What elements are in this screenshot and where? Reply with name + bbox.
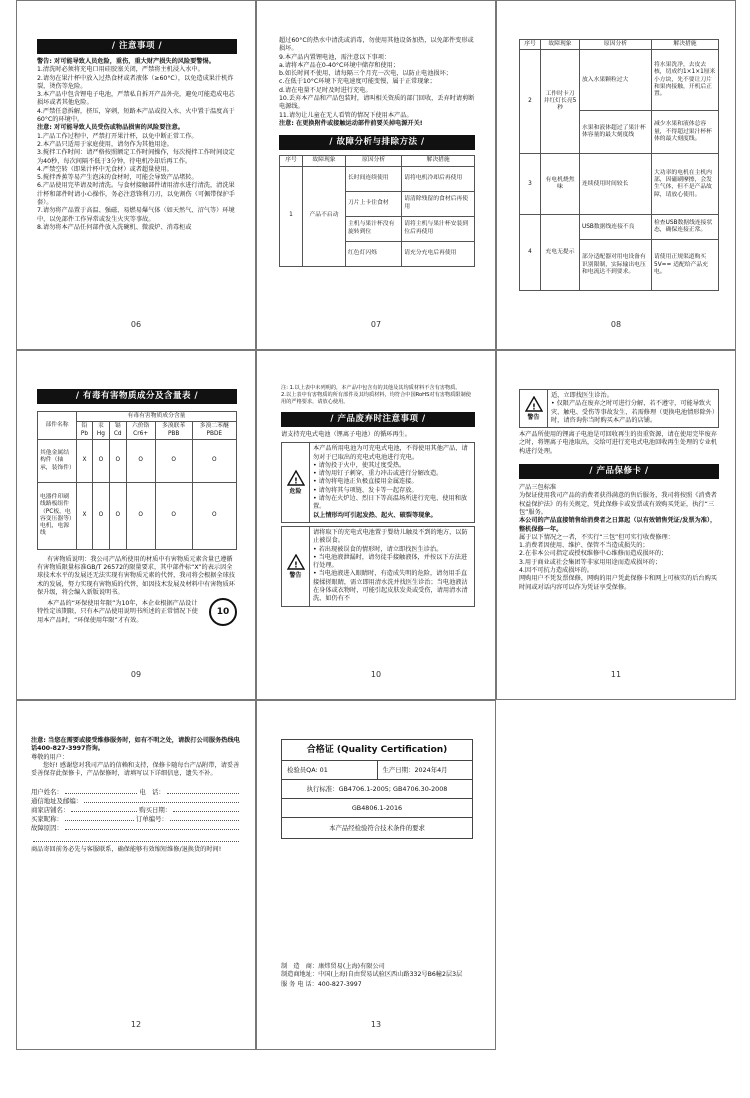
fix-cell: 减少水果和液体总容量，不得超过果汁杯杯体的最大刻度线。 xyxy=(652,111,719,154)
return-notice: 商品寄回前务必先与客服联系，确保能够有效缩短维修/退换货的时间! xyxy=(31,846,222,854)
manufacturer: 制 造 商：康炜贸易(上海)有限公司 xyxy=(281,963,385,970)
danger-summary: 以上情形均可引起发热、起火、破裂等现象。 xyxy=(313,511,437,519)
table-row xyxy=(520,154,719,215)
cause-cell: 主机与果汁杯没有旋转到位 xyxy=(346,216,402,241)
symptom-cell: 工作时卡刀并红灯长亮5秒 xyxy=(541,50,580,154)
symptom-cell: 产品不启动 xyxy=(303,166,346,266)
column-header: 序号 xyxy=(520,40,541,50)
value-cell: O xyxy=(192,482,236,549)
warning-triangle-icon xyxy=(287,470,305,486)
executive-standard: 执行标准：GB4706.1-2005; GB4706.30-2008 xyxy=(282,780,472,799)
value-cell: O xyxy=(126,482,155,549)
page-13 xyxy=(256,700,496,1050)
shop-name-field[interactable] xyxy=(71,806,137,812)
column-header: 解决措施 xyxy=(402,156,475,166)
buyer-nickname-field[interactable] xyxy=(65,815,134,821)
table-header-row xyxy=(520,40,719,50)
table-row xyxy=(38,439,237,482)
fix-cell: 检查USB数据线连接状态，确保连接正常。 xyxy=(652,215,719,240)
column-header: 多溴联苯 PBB xyxy=(155,422,192,440)
value-cell: O xyxy=(192,439,236,482)
column-header: 六价铬 Cr6+ xyxy=(126,422,155,440)
column-header: 解决措施 xyxy=(652,40,719,50)
table-header-row xyxy=(38,412,237,422)
part-name-cell: 电器件印刷线路板组件（PC板，电容变压器等）电机，电源线 xyxy=(38,482,77,549)
troubleshooting-table-continued xyxy=(519,39,719,291)
cause-cell: 部分适配器对用电设备有识别限制，实际输出电压和电流达不到要求。 xyxy=(580,240,652,291)
fix-cell: 将水果洗净，去皮去核，切成约1×1×1厘米小方块，先不要让刀片和果肉接触，开机后正置。 xyxy=(652,50,719,111)
production-date: 生产日期：2024年4月 xyxy=(382,766,448,774)
column-header: 原因分析 xyxy=(580,40,652,50)
table-row xyxy=(280,166,475,191)
super-header: 有毒有害物质成分含量 xyxy=(77,412,237,422)
warning-label: 警告 xyxy=(289,571,302,579)
svg-text:!: ! xyxy=(293,476,298,486)
manufacturer-address: 制造商地址：中国(上海)自由贸易试验区西山路332号B6幢2层3层 xyxy=(281,971,463,979)
column-header: 铅 Pb xyxy=(77,422,93,440)
svg-text:!: ! xyxy=(531,402,536,412)
warranty-standard: 产品三包标准 为保证使用我司产品的消费者获得满意的售后服务，我司将按照《消费者权益保护法》的有关规定，凭此保修卡或发票或有效购买凭证，执行“三包”服务。 xyxy=(519,484,717,516)
page-11-title: / 产品保修卡 / xyxy=(519,464,719,479)
table-row xyxy=(38,482,237,549)
order-number-label: 订单编号： xyxy=(136,815,168,824)
page-07 xyxy=(256,0,496,350)
warning-triangle-icon xyxy=(287,554,305,570)
row-number: 1 xyxy=(280,166,303,266)
shop-name-label: 商家店铺名： xyxy=(31,806,70,815)
page-number: 10 xyxy=(370,670,382,679)
certificate-row xyxy=(282,761,472,780)
warranty-exclusions: 属于以下情况之一者，不实行“三包”但可实行收费修理： 1.消费者因使用、维护、保管不当造成损失的； 2.在非本公司指定或授权维修中心维修而造成损坏的； 3.用于商业或社会集团等非家用用途而造成损坏的； 4.因不可抗力造成损坏的。 网购用户不凭发票保修，网购的用户凭此保修卡和网上可核实的后台购买时间或对话内容可以作为凭证享受保修。 xyxy=(519,533,717,591)
fault-reason-extra-line[interactable] xyxy=(33,833,239,842)
danger-box xyxy=(281,442,475,523)
danger-label-cell xyxy=(282,443,310,522)
column-header: 故障现象 xyxy=(541,40,580,50)
warranty-period: 本公司的产品直接销售给消费者之日算起（以有效销售凭证/发票为准），整机保修一年。 xyxy=(519,517,717,533)
fix-cell: 请清除残留的食材后再使用 xyxy=(402,191,475,216)
row-number: 2 xyxy=(520,50,541,154)
page-06-title: / 注意事项 / xyxy=(37,39,237,54)
warning-text-continued: 适，立即找医生诊治。 • 仅限产品在废弃之时可进行分解，若不遵守，可能导致火灾、触电、受伤等事故发生，若需修理（更换电池情形除外）时，请咨询你当时购买本产品的店铺。 xyxy=(551,392,715,424)
troubleshooting-table xyxy=(279,155,475,266)
eco-period-value: 10 xyxy=(216,607,230,618)
table-row xyxy=(520,215,719,240)
cause-cell: 长时间连续使用 xyxy=(346,166,402,191)
inspection-passed: 本产品经检验符合技术条件的要求 xyxy=(329,824,425,832)
value-cell: X xyxy=(77,439,93,482)
purchase-date-field[interactable] xyxy=(173,806,239,812)
warning-heading: 警告: 对可能导致人员危险，重伤，重大财产损失的风险要警惕。 xyxy=(37,58,215,65)
order-number-field[interactable] xyxy=(170,815,239,821)
phone-label: 电 话： xyxy=(139,788,165,797)
page-09 xyxy=(16,350,256,700)
table-row xyxy=(520,50,719,111)
form-row xyxy=(31,824,241,833)
symptom-cell: 有电机烧焦味 xyxy=(541,154,580,215)
warning-body: 1.清洗时必须将充电口用硅胶塞关闭，严禁将主机浸入水中。 2.请勿在果汁杯中放入过热食材或者液体（≥60°C），以免造成果汁机炸裂，烫伤等危险。 3.本产品中包含锂电子电池，严禁私自拆开产品外壳，避免可能造成电芯损坏或者其他危险。 4.严禁任意拆解，挤压，穿刺，短路本产品或投入水、火中置于温度高于60°C的环境中。 xyxy=(37,66,235,124)
warning-label: 警告 xyxy=(527,414,540,422)
warning-box xyxy=(519,389,719,428)
column-header: 多溴二苯醚 PBDE xyxy=(192,422,236,440)
value-cell: O xyxy=(109,482,126,549)
warning-box xyxy=(281,526,475,607)
page-10-title: / 产品废弃时注意事项 / xyxy=(281,412,475,427)
svg-text:!: ! xyxy=(293,560,298,570)
row-number: 3 xyxy=(520,154,541,215)
user-name-label: 用户姓名： xyxy=(31,788,63,797)
page-number: 08 xyxy=(610,320,622,329)
danger-label: 危险 xyxy=(289,488,302,496)
warning-label-cell xyxy=(520,390,548,427)
page-07-title: / 故障分析与排除方法 / xyxy=(279,135,475,150)
address-field[interactable] xyxy=(84,797,239,803)
page-number: 13 xyxy=(370,1020,382,1029)
page-number: 06 xyxy=(130,320,142,329)
power-off-note: 注意: 在更换附件或接触运动部件前要关掉电源开关! xyxy=(279,119,423,127)
fix-cell: 请使用正规渠道购买5V== 适配给产品充电。 xyxy=(652,240,719,291)
fix-cell: 请将主机与果汁杯安装到位后再使用 xyxy=(402,216,475,241)
food-contact-standard: GB4806.1-2016 xyxy=(282,799,472,818)
qa-inspector: 检验员QA: 01 xyxy=(282,761,378,779)
value-cell: O xyxy=(155,482,192,549)
buyer-nickname-label: 买家昵称： xyxy=(31,815,63,824)
value-cell: O xyxy=(92,439,109,482)
value-cell: O xyxy=(126,439,155,482)
caution-body: 1.产品工作过程中，严禁打开果汁杯，以免中断正常工作。 2.本产品只适用于家庭使用，请勿作为其他用途。 3.搅拌工作时间：请严格按照额定工作时间操作，每次搅拌工作时间设定为40秒，每次间隔不低于3分钟，待电机冷却后再工作。 4.严禁空转（即果汁杯中无食材）或者超量使用。 5.搅拌香蕉等易产生泡沫的食材时，可能会导致产品堵转。 6.产品使用完毕请及时清洗。与食材接触部件请用清水进行清洗，清洗果汁杯和部件时请小心操作，务必注意锋利刀刃，以免割伤（可佩带保护手套）。 7.请勿将产品置于高温、强磁、易燃易爆气体（如天然气、沼气等）环境中，以免部件工作异常或发生火灾等事故。 8.请勿将本产品任何部件放入洗碗机、微波炉、消毒柜或 xyxy=(37,132,235,231)
cause-cell: 刀片上卡住食材 xyxy=(346,191,402,216)
value-cell: X xyxy=(77,482,93,549)
purchase-date-label: 购买日期： xyxy=(139,806,172,815)
address-label: 通信地址及邮编： xyxy=(31,797,83,806)
fault-reason-label: 故障原因： xyxy=(31,824,63,833)
row-number: 4 xyxy=(520,215,541,291)
warning-label-cell xyxy=(282,527,310,606)
page-number: 07 xyxy=(370,320,382,329)
fix-cell: 请充分充电后再使用 xyxy=(402,241,475,266)
cause-cell: 连续使用时间较长 xyxy=(580,154,652,215)
page-10 xyxy=(256,350,496,700)
column-header: 部件名称 xyxy=(38,412,77,440)
warning-text: 请将取下的充电式电池置于婴幼儿触及不到的地方，以防止被误食。 • 若出现被误食的情形时，请立即找医生诊治。 • 当电池液泄漏时，请勿徒手接触液体，并按以下方法进行处理。 • 当电池液进入眼睛时，有造成失明的危险，请勿用手直接揉搓眼睛，需立即用清水洗并找医生诊治；当电池液沾在身体或衣物时，可能引起皮肤发炎或受伤，请用清水清洗，如仍有不 xyxy=(313,528,468,603)
hazardous-substance-table xyxy=(37,411,237,550)
recycling-intro: 请支持充电式电池（锂离子电池）的循环再生。 xyxy=(281,431,411,438)
column-header: 故障现象 xyxy=(303,156,346,166)
page-12 xyxy=(16,700,256,1050)
column-header: 序号 xyxy=(280,156,303,166)
certificate-title: 合格证 (Quality Certification) xyxy=(282,740,472,761)
fix-cell: 大功率的电机在主机内部，因磁刷摩擦，会发生气体，但不是产品故障，请放心使用。 xyxy=(652,154,719,215)
cause-cell: 放入水果颗粒过大 xyxy=(580,50,652,111)
substance-note: 有害物质说明：我公司产品所使用的材质中有害物质元素含量已遵循有害物质限量标准GB/T 26572的限量要求，其中部件标“X”的表示因全球技术水平的发展还无法实现有害物质元素的代替，我司将会根据全球技术的发展，努力实现有害物质的代替，如因技术发展及材料中有害物质环保升级，将会编入新版说明书。 xyxy=(37,555,235,597)
page-06 xyxy=(16,0,256,350)
page-number: 11 xyxy=(610,670,622,679)
symptom-cell: 充电无提示 xyxy=(541,215,580,291)
cause-cell: USB数据线连接不良 xyxy=(580,215,652,240)
battery-recycling-text: 本产品所使用的锂离子电池是可回收再生的贵重资源，请在使用完毕废弃之时，将锂离子电池取出，交给可进行充电式电池回收再生处理的专业机构进行处理。 xyxy=(519,431,717,455)
service-phone: 服 务 电 话：400-827-3997 xyxy=(281,980,362,988)
page-09-title: / 有毒有害物质成分及含量表 / xyxy=(37,389,237,404)
danger-text: 本产品所用电池为可充电式电池，不得使用其他产品，请勿对于已取出的充电式电池进行充电。 • 请勿投于火中，使其过度受热。 • 请勿用钉子刺穿，重力冲击或进行分解改造。 • 请勿将电池正负极直接用金属连接。 • 请勿将其与项链、发卡等一起存放。 • 请勿在火炉边、烈日下等高温场所进行充电、使用和放置。 xyxy=(313,445,468,511)
caution-body-continued: 超过60°C的热水中清洗或消毒，勿使用其他设备加热，以免部件变形或损坏。 9.本产品内置锂电池，需注意以下事项： a.请将本产品在0-40°C环境中储存和使用； b.如长时间不使用，请每隔三个月充一次电，以防止电池损坏； c.在低于10°C环境下充电速度可能变慢，属于正常现象； d.请在电量不足时及时进行充电。 10.丢弃本产品和产品包装时，请叫相关资质的部门回收，丢弃时请剪断电源线。 11.请勿让儿童在无人看管的情况下使用本产品。 xyxy=(279,37,475,119)
page-number: 09 xyxy=(130,670,142,679)
column-header: 镉 Cd xyxy=(109,422,126,440)
table-header-row xyxy=(280,156,475,166)
value-cell: O xyxy=(155,439,192,482)
eco-period-note: 本产品的“环保使用年限”为10年，本企业根据产品设计特性定该期限，只有本产品使用说明书所述的正常情况下使用本产品时，“环保使用年限”才有效。 xyxy=(37,599,198,624)
page-08 xyxy=(496,0,736,350)
page-11 xyxy=(496,350,736,700)
fix-cell: 请将电机冷却后再使用 xyxy=(402,166,475,191)
column-header: 汞 Hg xyxy=(92,422,109,440)
value-cell: O xyxy=(109,439,126,482)
cause-cell: 水果和液体超过了果汁杯体容量的最大刻度线 xyxy=(580,111,652,154)
warning-triangle-icon xyxy=(525,396,543,412)
service-hotline-note: 注意: 当您在需要或接受维修服务时，如有不明之处，请拨打公司服务热线电话400-827-3997咨询。 xyxy=(31,737,240,753)
caution-heading: 注意: 对可能导致人员受伤或物品损害的风险要注意。 xyxy=(37,124,184,132)
part-name-cell: 其他金属结构件（轴承，装饰件） xyxy=(38,439,77,482)
eco-period-10-icon xyxy=(209,598,237,626)
page-number: 12 xyxy=(130,1020,142,1029)
manual-page-grid xyxy=(16,0,736,1098)
phone-field[interactable] xyxy=(167,788,239,794)
cause-cell: 红色灯闪烁 xyxy=(346,241,402,266)
value-cell: O xyxy=(92,482,109,549)
fault-reason-field[interactable] xyxy=(65,824,239,830)
column-header: 原因分析 xyxy=(346,156,402,166)
table-footnote: 注: 1.以上表中未列明的，本产品中包含有的其他及其均质材料不含有害物质。 2.以上表中有害物质的所有部件及其均质材料，均符合中国RoHS对有害物质限制使用的严格要求，请放心使用。 xyxy=(281,385,471,405)
warranty-card-intro: 您好! 感谢您对我司产品的信赖和支持，保修卡随每台产品附带，请妥善妥善保存此保修卡，产品保修时，请填写以下详细信息，遗失不补。 xyxy=(31,761,240,778)
certificate-box xyxy=(281,739,473,839)
user-name-field[interactable] xyxy=(65,788,137,794)
salutation: 尊敬的用户： xyxy=(31,753,69,761)
